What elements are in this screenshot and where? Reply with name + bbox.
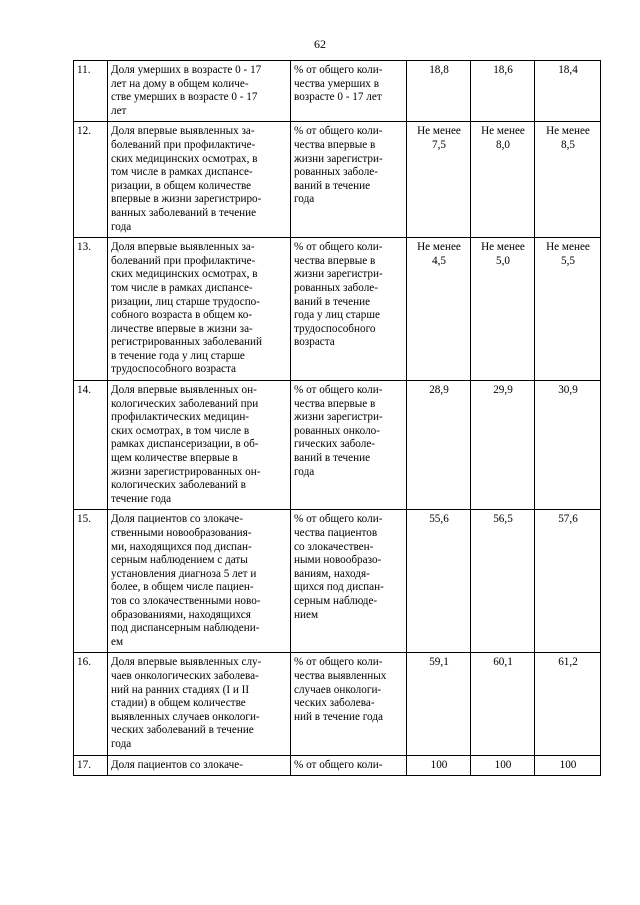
indicator-unit-line: ний в течение года xyxy=(294,710,383,723)
table-row xyxy=(74,510,601,653)
indicator-name-line: личестве впервые в жизни за- xyxy=(111,322,253,335)
indicator-value-1 xyxy=(407,381,471,510)
indicator-unit-line: чества пациентов xyxy=(294,527,378,539)
indicator-value-line: 29,9 xyxy=(493,384,513,397)
indicator-name-line: рамках диспансеризации, в об- xyxy=(111,438,259,451)
indicator-unit-line: % от общего коли- xyxy=(294,758,383,771)
indicator-unit xyxy=(291,755,407,776)
indicator-unit-line: % от общего коли- xyxy=(294,125,383,138)
indicator-unit-line: ными новообразо- xyxy=(294,554,382,567)
indicator-name-line: ских медицинских осмотрах, в xyxy=(111,152,258,165)
indicator-unit-line: гических заболе- xyxy=(294,438,376,451)
indicator-name-line: ских осмотрах, в том числе в xyxy=(111,424,250,437)
indicator-unit xyxy=(291,238,407,381)
indicator-value-line: Не менее xyxy=(546,241,590,254)
indicator-value-2 xyxy=(471,122,535,238)
indicator-name-line: щем количестве впервые в xyxy=(111,452,238,465)
indicator-name xyxy=(108,381,291,510)
indicator-value-line: 61,2 xyxy=(558,656,578,669)
indicator-name-line: жизни зарегистрированных он- xyxy=(111,465,261,478)
indicator-value-1 xyxy=(407,122,471,238)
table-row xyxy=(74,122,601,238)
indicator-value-line: 60,1 xyxy=(493,656,513,669)
indicator-unit-line: щихся под диспан- xyxy=(294,581,384,594)
indicator-name-line: ний на ранних стадиях (I и II xyxy=(111,683,250,696)
indicator-name-line: тов со злокачественными ново- xyxy=(111,594,261,607)
row-number: 16. xyxy=(74,653,108,755)
indicator-unit-line: чества выявленных xyxy=(294,669,387,682)
indicator-value-3 xyxy=(535,122,601,238)
row-number: 11. xyxy=(74,61,108,122)
indicator-name xyxy=(108,755,291,776)
indicator-value-line: 18,6 xyxy=(493,64,513,76)
indicator-value-2 xyxy=(471,61,535,122)
indicator-name-line: том числе в рамках диспансе- xyxy=(111,166,253,179)
indicator-value-line: 8,5 xyxy=(561,138,575,151)
indicator-value-line: 55,6 xyxy=(429,513,449,526)
indicator-name-line: болеваний при профилактиче- xyxy=(111,254,256,267)
indicator-value-line: 100 xyxy=(559,758,577,771)
indicator-unit-line: % от общего коли- xyxy=(294,656,383,669)
indicator-name-line: ризации, в общем количестве xyxy=(111,179,252,192)
row-number: 12. xyxy=(74,122,108,238)
indicator-value-3 xyxy=(535,510,601,653)
indicator-unit-line: возрасте 0 - 17 лет xyxy=(294,91,382,104)
table-row xyxy=(74,238,601,381)
indicator-unit-line: ваний в течение xyxy=(294,179,371,192)
indicator-name-line: кологических заболеваний в xyxy=(111,479,246,492)
indicator-unit-line: возраста xyxy=(294,336,335,349)
indicator-unit xyxy=(291,510,407,653)
indicator-value-line: 28,9 xyxy=(429,384,449,397)
indicator-value-line: 5,0 xyxy=(496,254,510,267)
indicator-name-line: том числе в рамках диспансе- xyxy=(111,281,253,294)
indicator-value-2 xyxy=(471,381,535,510)
indicator-unit-line: ваний в течение xyxy=(294,295,371,308)
table-row xyxy=(74,755,601,776)
indicator-name-line: под диспансерным наблюдени- xyxy=(111,622,260,635)
indicator-value-line: 56,5 xyxy=(493,513,513,526)
indicator-unit-line: года у лиц старше xyxy=(294,309,380,322)
indicator-unit-line: чества впервые в xyxy=(294,138,376,151)
indicator-name-line: ми, находящихся под диспан- xyxy=(111,540,252,553)
indicator-name xyxy=(108,238,291,381)
indicator-name-line: установления диагноза 5 лет и xyxy=(111,567,257,580)
indicator-value-3 xyxy=(535,61,601,122)
page-number: 62 xyxy=(314,37,326,51)
table-row xyxy=(74,61,601,122)
row-number: 13. xyxy=(74,238,108,381)
table-row xyxy=(74,653,601,755)
indicator-name-line: ем xyxy=(111,635,124,648)
indicator-unit-line: года xyxy=(294,193,315,206)
indicator-value-2 xyxy=(471,238,535,381)
indicator-name-line: более, в общем числе пациен- xyxy=(111,581,254,594)
indicator-value-3 xyxy=(535,238,601,381)
indicator-value-line: Не менее xyxy=(481,125,525,138)
indicator-name-line: чаев онкологических заболева- xyxy=(111,669,259,682)
indicator-value-3 xyxy=(535,653,601,755)
indicator-unit-line: жизни зарегистри- xyxy=(294,152,383,165)
indicator-value-3 xyxy=(535,755,601,776)
indicator-name-line: года xyxy=(111,220,132,233)
indicator-unit-line: % от общего коли- xyxy=(294,64,383,76)
indicator-name-line: стве умерших в возрасте 0 - 17 xyxy=(111,91,258,104)
table-row xyxy=(74,381,601,510)
indicator-name xyxy=(108,510,291,653)
indicator-unit-line: % от общего коли- xyxy=(294,384,383,397)
indicator-value-line: 100 xyxy=(494,758,512,771)
indicator-value-line: Не менее xyxy=(417,125,461,138)
indicator-name-line: лет xyxy=(111,104,127,117)
indicator-name-line: регистрированных заболеваний xyxy=(111,336,263,349)
indicator-name-line: Доля впервые выявленных за- xyxy=(111,125,255,138)
indicator-value-1 xyxy=(407,755,471,776)
indicator-name-line: ческих заболеваний в течение xyxy=(111,724,254,737)
indicator-value-line: 18,4 xyxy=(558,64,578,76)
indicator-value-line: Не менее xyxy=(481,241,525,254)
indicator-value-1 xyxy=(407,61,471,122)
indicator-unit-line: рованных онколо- xyxy=(294,424,380,437)
indicator-name xyxy=(108,61,291,122)
indicator-value-line: 57,6 xyxy=(558,513,578,526)
indicator-unit-line: % от общего коли- xyxy=(294,513,383,526)
indicator-unit-line: года xyxy=(294,465,315,478)
indicator-value-1 xyxy=(407,653,471,755)
indicator-name-line: лет на дому в общем количе- xyxy=(111,77,249,90)
indicator-value-2 xyxy=(471,755,535,776)
indicator-unit-line: жизни зарегистри- xyxy=(294,411,383,424)
indicator-value-2 xyxy=(471,653,535,755)
indicator-name-line: Доля пациентов со злокаче- xyxy=(111,513,243,526)
row-number: 14. xyxy=(74,381,108,510)
indicator-name-line: образованиями, находящихся xyxy=(111,608,251,621)
indicator-value-line: 100 xyxy=(430,758,448,771)
indicator-name-line: ризации, лиц старше трудоспо- xyxy=(111,295,260,308)
indicator-name-line: стадии) в общем количестве xyxy=(111,697,246,710)
indicator-unit-line: ваний в течение xyxy=(294,452,371,465)
indicator-name-line: ванных заболеваний в течение xyxy=(111,206,257,219)
indicator-name-line: выявленных случаев онкологи- xyxy=(111,710,260,723)
indicator-unit-line: жизни зарегистри- xyxy=(294,268,383,281)
indicator-unit-line: трудоспособного xyxy=(294,322,376,335)
indicator-value-2 xyxy=(471,510,535,653)
indicators-table xyxy=(73,60,601,776)
indicator-name-line: ственными новообразования- xyxy=(111,527,252,539)
indicator-name-line: серным наблюдением с даты xyxy=(111,554,248,567)
indicator-unit-line: нием xyxy=(294,608,319,621)
indicator-name-line: ских медицинских осмотрах, в xyxy=(111,268,258,281)
indicator-value-line: 4,5 xyxy=(432,254,446,267)
indicator-value-line: 30,9 xyxy=(558,384,578,397)
indicator-unit-line: чества умерших в xyxy=(294,77,379,90)
indicator-name-line: собного возраста в общем ко- xyxy=(111,309,253,322)
indicator-value-3 xyxy=(535,381,601,510)
indicator-value-1 xyxy=(407,510,471,653)
indicator-name-line: Доля умерших в возрасте 0 - 17 xyxy=(111,64,262,76)
indicator-name xyxy=(108,653,291,755)
indicator-unit-line: со злокачествен- xyxy=(294,540,374,553)
indicator-name-line: кологических заболеваний при xyxy=(111,397,259,410)
row-number: 17. xyxy=(74,755,108,776)
indicator-value-line: Не менее xyxy=(417,241,461,254)
indicator-name xyxy=(108,122,291,238)
indicator-unit-line: рованных заболе- xyxy=(294,166,378,179)
indicator-name-line: Доля впервые выявленных он- xyxy=(111,384,257,397)
indicator-value-line: Не менее xyxy=(546,125,590,138)
indicator-name-line: впервые в жизни зарегистриро- xyxy=(111,193,262,206)
indicator-name-line: течение года xyxy=(111,492,172,505)
indicator-value-line: 18,8 xyxy=(429,64,449,76)
indicator-unit xyxy=(291,653,407,755)
indicator-unit-line: % от общего коли- xyxy=(294,241,383,254)
indicator-value-line: 8,0 xyxy=(496,138,510,151)
indicator-name-line: года xyxy=(111,737,132,750)
indicator-name-line: в течение года у лиц старше xyxy=(111,349,245,362)
indicator-name-line: Доля впервые выявленных слу- xyxy=(111,656,262,669)
indicator-value-line: 7,5 xyxy=(432,138,446,151)
indicator-unit xyxy=(291,381,407,510)
indicator-unit-line: ческих заболева- xyxy=(294,697,375,710)
indicator-value-1 xyxy=(407,238,471,381)
indicators-table-body xyxy=(74,61,601,776)
indicator-unit-line: серным наблюде- xyxy=(294,594,378,607)
row-number: 15. xyxy=(74,510,108,653)
indicator-value-line: 59,1 xyxy=(429,656,449,669)
indicator-name-line: Доля впервые выявленных за- xyxy=(111,241,255,254)
indicator-unit xyxy=(291,61,407,122)
indicator-name-line: Доля пациентов со злокаче- xyxy=(111,758,243,771)
indicator-name-line: профилактических медицин- xyxy=(111,411,250,424)
indicator-unit-line: рованных заболе- xyxy=(294,281,378,294)
indicator-unit-line: чества впервые в xyxy=(294,397,376,410)
indicator-unit-line: случаев онкологи- xyxy=(294,683,382,696)
indicator-name-line: болеваний при профилактиче- xyxy=(111,138,256,151)
indicator-unit-line: чества впервые в xyxy=(294,254,376,267)
indicator-value-line: 5,5 xyxy=(561,254,575,267)
indicator-unit-line: ваниям, находя- xyxy=(294,567,370,580)
indicator-unit xyxy=(291,122,407,238)
indicator-name-line: трудоспособного возраста xyxy=(111,363,237,376)
